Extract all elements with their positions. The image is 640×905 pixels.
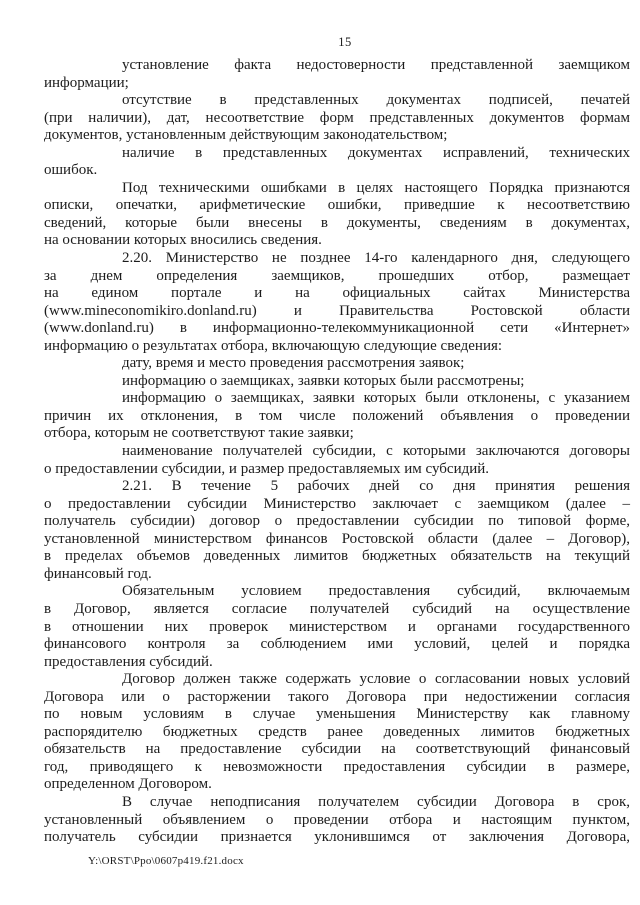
text-line: распорядителю бюджетных средств ранее доведенных лимитов бюджетных	[44, 723, 630, 740]
text-line: 2.20. Министерство не позднее 14-го календарного дня, следующего	[122, 250, 630, 267]
text-line: причин их отклонения, в том числе положений объявления о проведении	[44, 407, 630, 424]
text-line: определенном Договором.	[44, 776, 212, 793]
text-line: получатель субсидии признается уклонившимся от заключения Договора,	[44, 829, 630, 846]
paragraph	[44, 373, 630, 391]
text-line: (www.mineconomikiro.donland.ru) и Правительства Ростовской области	[44, 302, 630, 319]
text-line: информацию о заемщиках, заявки которых были рассмотрены;	[122, 372, 525, 389]
text-line: Под техническими ошибками в целях настоящего Порядка признаются	[122, 179, 630, 196]
paragraph	[44, 92, 630, 145]
text-line: на основании которых вносились сведения.	[44, 232, 322, 249]
text-line: о предоставлении субсидии Министерство заключает с заемщиком (далее –	[44, 495, 630, 512]
text-line: Договора или о расторжении такого Договора при недостижении согласия	[44, 688, 630, 705]
text-line: 2.21. В течение 5 рабочих дней со дня принятия решения	[122, 478, 630, 495]
text-line: о предоставлении субсидии, и размер предоставляемых им субсидий.	[44, 460, 490, 477]
text-line: год, приводящего к невозможности предоставления субсидии в размере,	[44, 758, 630, 775]
paragraph	[44, 478, 630, 583]
text-line: (при наличии), дат, несоответствие форм представленных документов формам	[44, 109, 630, 126]
text-line: установленной министерством финансов Ростовской области (далее – Договор),	[44, 530, 630, 547]
text-line: описки, опечатки, арифметические ошибки, приведшие к несоответствию	[44, 197, 630, 214]
text-line: установленный объявлением о проведении отбора и настоящим пунктом,	[44, 811, 630, 828]
text-line: финансовый год.	[44, 565, 152, 582]
text-line: наличие в представленных документах исправлений, технических	[122, 144, 630, 161]
text-line: обязательств на предоставление субсидии на соответствующий финансовый	[44, 741, 630, 758]
paragraph	[44, 250, 630, 355]
text-line: по новым условиям в случае уменьшения Министерству как главному	[44, 706, 630, 723]
text-line: наименование получателей субсидии, с которыми заключаются договоры	[122, 443, 630, 460]
text-line: установление факта недостоверности представленной заемщиком	[122, 57, 630, 73]
text-line: сведений, которые были внесены в документы, сведениям в документах,	[44, 214, 630, 231]
text-line: за днем определения заемщиков, прошедших отбор, размещает	[44, 267, 630, 284]
text-line: получатель субсидии) договор о предоставлении субсидии по типовой форме,	[44, 513, 630, 530]
text-line: дату, время и место проведения рассмотрения заявок;	[122, 355, 465, 372]
paragraph	[44, 794, 630, 847]
text-line: предоставления субсидий.	[44, 653, 213, 670]
text-line: (www.donland.ru) в информационно-телекоммуникационной сети «Интернет»	[44, 320, 630, 337]
text-line: В случае неподписания получателем субсидии Договора в срок,	[122, 793, 630, 810]
text-line: информации;	[44, 74, 129, 91]
text-line: на едином портале и на официальных сайтах Министерства	[44, 285, 630, 302]
paragraph	[44, 390, 630, 443]
document-body	[44, 57, 630, 847]
text-line: финансового контроля за соблюдением ими условий, целей и порядка	[44, 636, 630, 653]
paragraph	[44, 583, 630, 671]
text-line: Договор должен также содержать условие о согласовании новых условий	[122, 671, 630, 688]
text-line: документов, установленным действующим законодательством;	[44, 127, 448, 144]
paragraph	[44, 355, 630, 373]
paragraph	[44, 671, 630, 794]
text-line: отсутствие в представленных документах подписей, печатей	[122, 92, 630, 109]
paragraph	[44, 443, 630, 478]
footer-file-path: Y:\ORST\Ppo\0607p419.f21.docx	[88, 855, 244, 867]
text-line: информацию о заемщиках, заявки которых были отклонены, с указанием	[122, 390, 630, 407]
text-line: в Договор, является согласие получателей субсидий на осуществление	[44, 600, 630, 617]
text-line: в пределах объемов доведенных лимитов бюджетных обязательств на текущий	[44, 548, 630, 565]
paragraph	[44, 180, 630, 250]
text-line: ошибок.	[44, 162, 98, 179]
page-number: 15	[338, 35, 352, 49]
text-line: информацию о результатах отбора, включающую следующие сведения:	[44, 337, 503, 354]
paragraph	[44, 145, 630, 180]
text-line: Обязательным условием предоставления субсидий, включаемым	[122, 583, 630, 600]
text-line: отбора, которым не соответствуют такие заявки;	[44, 425, 354, 442]
paragraph	[44, 57, 630, 92]
text-line: в отношении них проверок министерством и органами государственного	[44, 618, 630, 635]
